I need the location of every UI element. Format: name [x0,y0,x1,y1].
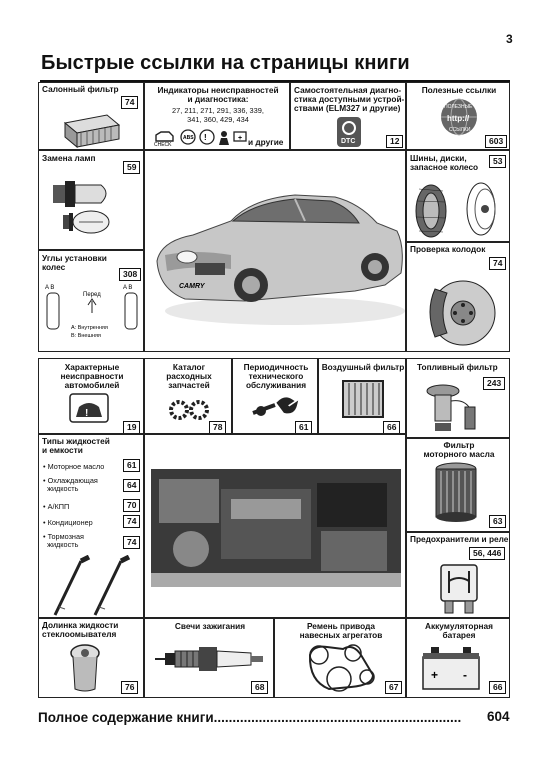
abs-text: ABS [183,135,194,141]
full-contents-label: Полное содержание книги [38,710,214,725]
svg-text:!: ! [85,408,89,419]
dipstick-icon [45,555,141,617]
indicators-pages-1[interactable]: 27, 211, 271, 291, 336, 339, [172,106,264,115]
useful-links-icon-1: ПОЛЕЗНЫЕ [444,104,473,110]
tires-line2: запасное колесо [410,162,479,172]
oil-filter-line2: моторного масла [423,449,495,459]
fuses-cell[interactable] [406,532,510,618]
oil-filter-page[interactable]: 63 [489,515,506,528]
faults-page[interactable]: 19 [123,421,140,434]
full-contents-link[interactable] [38,710,512,725]
fluids-line1: Типы жидкостей [42,436,110,446]
maintenance-line3: обслуживания [245,380,307,390]
fluids-cell[interactable] [38,434,144,618]
fluids-line2: и емкости [42,445,83,455]
dtc-scanner-icon [335,115,365,149]
catalog-line1: Каталог [172,362,206,372]
fluid-item-oil[interactable]: • Моторное масло [43,462,105,471]
car-image-cell [144,150,406,352]
self-diag-line2: стика доступными устрой- [294,94,405,104]
indicators-pages-2[interactable]: 341, 360, 429, 434 [187,115,249,124]
wheel-outer-label: B: Внешняя [71,333,101,339]
wheel-angles-page[interactable]: 308 [119,268,141,281]
spark-plug-icon [151,639,269,679]
washer-page[interactable]: 76 [121,681,138,694]
wheel-inner-label: А: Внутренняя [71,325,108,331]
dtc-text: DTC [341,138,356,145]
tires-line1: Шины, диски, [410,153,467,163]
catalog-page[interactable]: 78 [209,421,226,434]
brake-pads-cell[interactable] [406,242,510,352]
belt-page[interactable]: 67 [385,681,402,694]
globe-links-icon [439,97,479,137]
battery-line2: батарея [442,630,476,640]
indicators-other: и другие [248,137,284,147]
page-number: 3 [506,32,513,46]
cabin-filter-page[interactable]: 74 [121,96,138,109]
self-diag-line3: ствами (ELM327 и другие) [294,103,401,113]
brake-pads-label: Проверка колодок [410,244,486,254]
car-illustration [145,151,406,352]
maintenance-line1: Периодичность [243,362,309,372]
useful-links-icon-3: ССЫЛКИ [449,127,471,133]
useful-links-label: Полезные ссылки [421,85,497,95]
faults-line2: неисправности [60,371,124,381]
indicators-label-2: и диагностика: [187,94,249,104]
oil-filter-cell[interactable] [406,438,510,532]
wrench-icon [249,397,299,421]
washer-reservoir-icon [65,643,105,695]
car-badge: CAMRY [179,283,205,290]
battery-line1: Аккумуляторная [424,621,493,631]
fluid-brake-label2: жидкость [47,540,79,550]
fluid-brake-label: Тормозная [47,532,84,541]
svg-text:+: + [238,135,243,142]
faults-cell[interactable] [38,358,144,434]
brake-pads-page[interactable]: 74 [489,257,506,270]
lamps-page[interactable]: 59 [123,161,140,174]
belt-line2: навесных агрегатов [299,630,383,640]
fluid-item-atf[interactable]: • А/КПП [43,502,70,511]
maintenance-line2: технического [248,371,304,381]
belt-line1: Ремень привода [306,621,375,631]
fluid-item-brake[interactable]: • Тормозная жидкость [43,532,84,550]
fuses-page[interactable]: 56, 446 [469,547,505,560]
svg-text:+: + [431,668,439,682]
oil-filter-icon [431,461,481,523]
indicators-cell[interactable] [144,82,290,150]
self-diag-line1: Самостоятельная диагно- [294,85,402,95]
battery-page[interactable]: 66 [489,681,506,694]
spark-plugs-label: Свечи зажигания [174,621,246,631]
tires-page[interactable]: 53 [489,155,506,168]
spark-plugs-page[interactable]: 68 [251,681,268,694]
tires-cell[interactable] [406,150,510,242]
faults-line1: Характерные [64,362,120,372]
fluid-coolant-page[interactable]: 64 [123,479,140,492]
faults-line3: автомобилей [64,380,120,390]
wheel-angles-line1: Углы установки [42,253,107,263]
fuel-filter-cell[interactable] [406,358,510,438]
check-engine-text: CHECK [154,142,172,147]
bulb-icon [49,173,129,249]
lamps-label: Замена ламп [42,153,96,163]
wheel-angles-line2: колес [42,262,66,272]
toe-diagram-icon [43,283,141,351]
self-diagnostics-cell[interactable] [290,82,406,150]
full-contents-dots: .................................................................. [213,710,462,725]
fluid-oil-page[interactable]: 61 [123,459,140,472]
wheel-front-label: Перед [83,292,101,298]
maintenance-cell[interactable] [232,358,318,434]
washer-line2: стеклоомывателя [42,629,117,639]
spark-plugs-cell[interactable] [144,618,274,698]
wheel-alignment-cell[interactable] [38,250,144,352]
oil-filter-line1: Фильтр [443,440,475,450]
svg-text:-: - [463,668,467,682]
self-diag-page[interactable]: 12 [386,135,403,148]
air-filter-label: Воздушный фильтр [321,362,405,372]
gears-icon [167,399,211,421]
warning-lamps-icons [153,127,249,147]
fluid-coolant-label2: жидкость [47,484,79,494]
cabin-filter-icon [61,109,123,149]
air-filter-page[interactable]: 66 [383,421,400,434]
brake-caliper-icon [413,271,507,351]
fluid-item-coolant[interactable]: • Охлаждающая жидкость [43,476,98,494]
fuses-label: Предохранители и реле [410,534,509,544]
washer-fluid-cell[interactable] [38,618,144,698]
wheel-letters-left: A B [45,285,55,291]
useful-links-page[interactable]: 603 [485,135,507,148]
fluid-coolant-label: Охлаждающая [47,476,98,485]
fluid-atf-label: А/КПП [47,502,70,511]
car-fault-icon [69,393,109,423]
washer-line1: Долинка жидкости [42,620,119,630]
fuel-filter-label: Топливный фильтр [417,362,498,372]
catalog-line3: запчастей [168,380,210,390]
battery-icon [421,647,483,693]
drive-belt-cell[interactable] [274,618,406,698]
cabin-filter-cell[interactable] [38,82,144,150]
belt-diagram-icon [303,641,379,695]
indicators-label-1: Индикаторы неисправностей [157,85,279,95]
air-filter-icon [339,377,387,421]
svg-text:!: ! [204,133,207,142]
engine-bay-cell [144,434,406,618]
useful-links-icon-2: http:// [447,114,470,123]
fuel-pump-icon [413,381,503,437]
useful-links-cell[interactable] [406,82,510,150]
fluid-ac-label: Кондиционер [47,518,93,527]
catalog-cell[interactable] [144,358,232,434]
fluid-brake-page[interactable]: 74 [123,536,140,549]
cabin-filter-label: Салонный фильтр [42,84,119,94]
full-contents-page[interactable]: 604 [487,709,510,724]
catalog-line2: расходных [166,371,212,381]
maintenance-page[interactable]: 61 [295,421,312,434]
air-filter-cell[interactable] [318,358,406,434]
page-title: Быстрые ссылки на страницы книги [41,52,410,74]
wheel-letters-right: A B [123,285,133,291]
tire-icon [411,177,507,241]
fuel-filter-page[interactable]: 243 [483,377,505,390]
fuse-icon [435,563,483,615]
fluid-atf-page[interactable]: 70 [123,499,140,512]
fluid-oil-label: Моторное масло [47,462,105,471]
fluid-item-ac[interactable]: • Кондиционер [43,518,93,527]
engine-bay-photo [151,469,401,587]
battery-cell[interactable] [406,618,510,698]
lamps-cell[interactable] [38,150,144,250]
fluid-ac-page[interactable]: 74 [123,515,140,528]
